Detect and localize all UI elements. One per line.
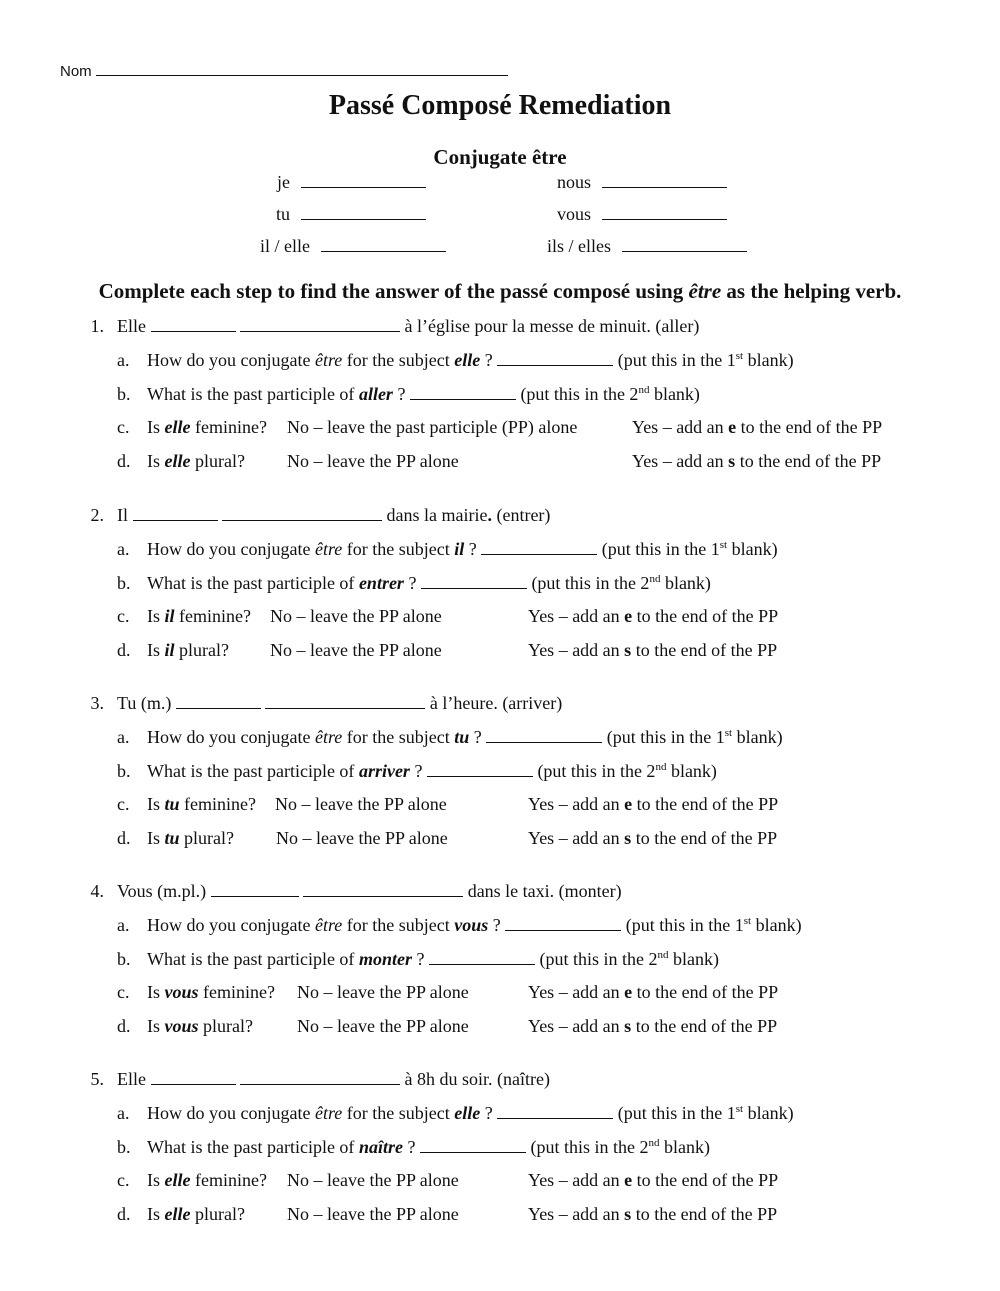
blank-nous[interactable] — [602, 172, 727, 188]
no-option: No – leave the PP alone — [297, 982, 469, 1002]
instructions: Complete each step to find the answer of the passé composé using être as the helping verb. — [98, 279, 902, 303]
answer-blank-b[interactable] — [420, 1137, 526, 1153]
sub-question-d: Is il plural? — [147, 640, 229, 660]
pronoun-nous: nous — [556, 172, 591, 192]
no-option: No – leave the PP alone — [287, 451, 459, 471]
blank-past-participle[interactable] — [240, 316, 400, 332]
answer-blank-a[interactable] — [505, 915, 621, 931]
sub-question-b: What is the past participle of monter ? (put this in the 2nd blank) — [147, 949, 719, 969]
blank-helping-verb[interactable] — [151, 316, 236, 332]
question-number: 1. — [90, 316, 104, 336]
pronoun-tu: tu — [275, 204, 290, 224]
sub-question-a: How do you conjugate être for the subject il ? (put this in the 1st blank) — [147, 539, 778, 559]
yes-letter: s — [624, 640, 632, 660]
yes-letter: e — [624, 982, 633, 1002]
conj-row-vous — [530, 204, 727, 225]
yes-option: Yes – add an s to the end of the PP — [528, 828, 778, 848]
sub-letter: d. — [117, 828, 131, 848]
blank-past-participle[interactable] — [265, 693, 425, 709]
no-option: No – leave the PP alone — [270, 640, 442, 660]
sub-question-a: How do you conjugate être for the subject vous ? (put this in the 1st blank) — [147, 915, 802, 935]
yes-option: Yes – add an e to the end of the PP — [632, 417, 883, 437]
question-sentence — [117, 693, 562, 714]
subject-word: il — [164, 606, 175, 626]
conj-row-nous — [530, 172, 727, 193]
question-number: 2. — [90, 505, 104, 525]
sub-letter: b. — [117, 384, 131, 404]
sub-letter: c. — [117, 794, 130, 814]
sub-letter: d. — [117, 1204, 131, 1224]
pronoun-je: je — [277, 172, 290, 192]
subject-word: il — [164, 640, 175, 660]
sentence-verb-hint: (entrer) — [491, 505, 551, 525]
etre-word: être — [314, 727, 343, 747]
sub-question-a: How do you conjugate être for the subject elle ? (put this in the 1st blank) — [147, 1103, 794, 1123]
blank-past-participle[interactable] — [240, 1069, 400, 1085]
sentence-subject: Elle — [117, 316, 146, 336]
verb-word: aller — [358, 384, 393, 404]
sub-question-b: What is the past participle of naître ? (put this in the 2nd blank) — [147, 1137, 710, 1157]
verb-word: naître — [358, 1137, 403, 1157]
pronoun-vous: vous — [556, 204, 591, 224]
sub-question-a: How do you conjugate être for the subject elle ? (put this in the 1st blank) — [147, 350, 794, 370]
sub-letter: c. — [117, 982, 130, 1002]
sub-letter: b. — [117, 761, 131, 781]
yes-option: Yes – add an s to the end of the PP — [528, 1204, 778, 1224]
sub-question-c: Is tu feminine? — [147, 794, 256, 814]
sentence-subject: Tu (m.) — [117, 693, 172, 713]
sub-letter: a. — [117, 915, 130, 935]
sub-letter: a. — [117, 727, 130, 747]
etre-word: être — [314, 539, 343, 559]
sentence-end: à 8h du soir. (naître) — [404, 1069, 550, 1089]
sub-question-b: What is the past participle of aller ? (put this in the 2nd blank) — [147, 384, 700, 404]
subject-word: tu — [164, 794, 180, 814]
sentence-end: à l’heure. (arriver) — [429, 693, 563, 713]
answer-blank-b[interactable] — [429, 949, 535, 965]
sub-letter: d. — [117, 640, 131, 660]
sub-question-d: Is elle plural? — [147, 451, 245, 471]
subject-word: elle — [164, 1170, 191, 1190]
subject-word: elle — [454, 1103, 481, 1123]
no-option: No – leave the PP alone — [276, 828, 448, 848]
yes-option: Yes – add an s to the end of the PP — [632, 451, 882, 471]
blank-past-participle[interactable] — [303, 881, 463, 897]
subject-word: vous — [164, 982, 199, 1002]
yes-letter: s — [728, 451, 736, 471]
conj-row-il — [240, 236, 446, 257]
question-number: 3. — [90, 693, 104, 713]
yes-letter: s — [624, 1016, 632, 1036]
blank-past-participle[interactable] — [222, 505, 382, 521]
conjugate-heading: Conjugate être — [433, 145, 567, 169]
subject-word: elle — [164, 451, 191, 471]
etre-word: être — [314, 915, 343, 935]
answer-blank-a[interactable] — [497, 350, 613, 366]
sub-question-c: Is vous feminine? — [147, 982, 275, 1002]
subject-word: vous — [164, 1016, 199, 1036]
blank-vous[interactable] — [602, 204, 727, 220]
yes-option: Yes – add an e to the end of the PP — [528, 606, 779, 626]
no-option: No – leave the PP alone — [287, 1170, 459, 1190]
answer-blank-a[interactable] — [486, 727, 602, 743]
yes-letter: s — [624, 1204, 632, 1224]
yes-option: Yes – add an s to the end of the PP — [528, 1016, 778, 1036]
no-option: No – leave the PP alone — [297, 1016, 469, 1036]
blank-helping-verb[interactable] — [211, 881, 299, 897]
etre-word: être — [314, 350, 343, 370]
answer-blank-b[interactable] — [410, 384, 516, 400]
sub-letter: b. — [117, 1137, 131, 1157]
blank-helping-verb[interactable] — [151, 1069, 236, 1085]
sub-letter: d. — [117, 1016, 131, 1036]
sentence-subject: Elle — [117, 1069, 146, 1089]
question-sentence — [117, 1069, 550, 1090]
verb-word: entrer — [358, 573, 404, 593]
yes-letter: e — [728, 417, 737, 437]
sub-question-d: Is tu plural? — [147, 828, 234, 848]
subject-word: elle — [454, 350, 481, 370]
subject-word: elle — [164, 1204, 191, 1224]
conj-row-je — [240, 172, 426, 193]
answer-blank-b[interactable] — [421, 573, 527, 589]
yes-option: Yes – add an e to the end of the PP — [528, 794, 779, 814]
subject-word: il — [454, 539, 465, 559]
pronoun-ils-elles: ils / elles — [547, 236, 611, 256]
question-sentence — [117, 316, 699, 337]
sentence-subject: Vous (m.pl.) — [117, 881, 207, 901]
blank-helping-verb[interactable] — [133, 505, 218, 521]
sub-question-b: What is the past participle of entrer ? (put this in the 2nd blank) — [147, 573, 711, 593]
sub-question-c: Is il feminine? — [147, 606, 251, 626]
sub-letter: a. — [117, 350, 130, 370]
sub-letter: a. — [117, 1103, 130, 1123]
page-title: Passé Composé Remediation — [328, 90, 672, 121]
sentence-end: dans la mairie — [386, 505, 488, 525]
yes-option: Yes – add an e to the end of the PP — [528, 1170, 779, 1190]
conj-row-tu — [240, 204, 426, 225]
sub-question-d: Is vous plural? — [147, 1016, 253, 1036]
question-number: 4. — [90, 881, 104, 901]
answer-blank-a[interactable] — [497, 1103, 613, 1119]
sub-question-d: Is elle plural? — [147, 1204, 245, 1224]
question-sentence — [117, 505, 550, 526]
no-option: No – leave the PP alone — [287, 1204, 459, 1224]
yes-letter: e — [624, 606, 633, 626]
subject-word: tu — [164, 828, 180, 848]
sub-letter: d. — [117, 451, 131, 471]
name-blank[interactable] — [96, 61, 508, 76]
subject-word: vous — [454, 915, 489, 935]
blank-ils-elles[interactable] — [622, 236, 747, 252]
sub-question-c: Is elle feminine? — [147, 1170, 267, 1190]
instructions-emph: être — [688, 279, 722, 303]
sub-question-a: How do you conjugate être for the subject tu ? (put this in the 1st blank) — [147, 727, 783, 747]
sentence-end: à l’église pour la messe de minuit. (aller) — [404, 316, 700, 336]
subject-word: tu — [454, 727, 470, 747]
no-option: No – leave the past participle (PP) alone — [287, 417, 578, 437]
question-number: 5. — [90, 1069, 104, 1089]
yes-letter: e — [624, 1170, 633, 1190]
no-option: No – leave the PP alone — [275, 794, 447, 814]
sub-letter: c. — [117, 1170, 130, 1190]
sentence-dot: . — [487, 505, 492, 525]
no-option: No – leave the PP alone — [270, 606, 442, 626]
sub-letter: a. — [117, 539, 130, 559]
question-sentence — [117, 881, 622, 902]
subject-word: elle — [164, 417, 191, 437]
yes-option: Yes – add an s to the end of the PP — [528, 640, 778, 660]
answer-blank-a[interactable] — [481, 539, 597, 555]
blank-je[interactable] — [301, 172, 426, 188]
verb-word: arriver — [358, 761, 410, 781]
name-label: Nom — [60, 63, 92, 80]
verb-word: monter — [358, 949, 412, 969]
sub-letter: b. — [117, 949, 131, 969]
conj-row-ils — [530, 236, 747, 257]
answer-blank-b[interactable] — [427, 761, 533, 777]
blank-tu[interactable] — [301, 204, 426, 220]
sub-letter: c. — [117, 606, 130, 626]
blank-il-elle[interactable] — [321, 236, 446, 252]
etre-word: être — [314, 1103, 343, 1123]
sub-letter: c. — [117, 417, 130, 437]
yes-letter: s — [624, 828, 632, 848]
sentence-end: dans le taxi. (monter) — [467, 881, 622, 901]
pronoun-il-elle: il / elle — [260, 236, 310, 256]
yes-letter: e — [624, 794, 633, 814]
yes-option: Yes – add an e to the end of the PP — [528, 982, 779, 1002]
blank-helping-verb[interactable] — [176, 693, 261, 709]
sub-letter: b. — [117, 573, 131, 593]
name-field — [60, 61, 508, 80]
sentence-subject: Il — [117, 505, 128, 525]
sub-question-b: What is the past participle of arriver ? (put this in the 2nd blank) — [147, 761, 717, 781]
sub-question-c: Is elle feminine? — [147, 417, 267, 437]
